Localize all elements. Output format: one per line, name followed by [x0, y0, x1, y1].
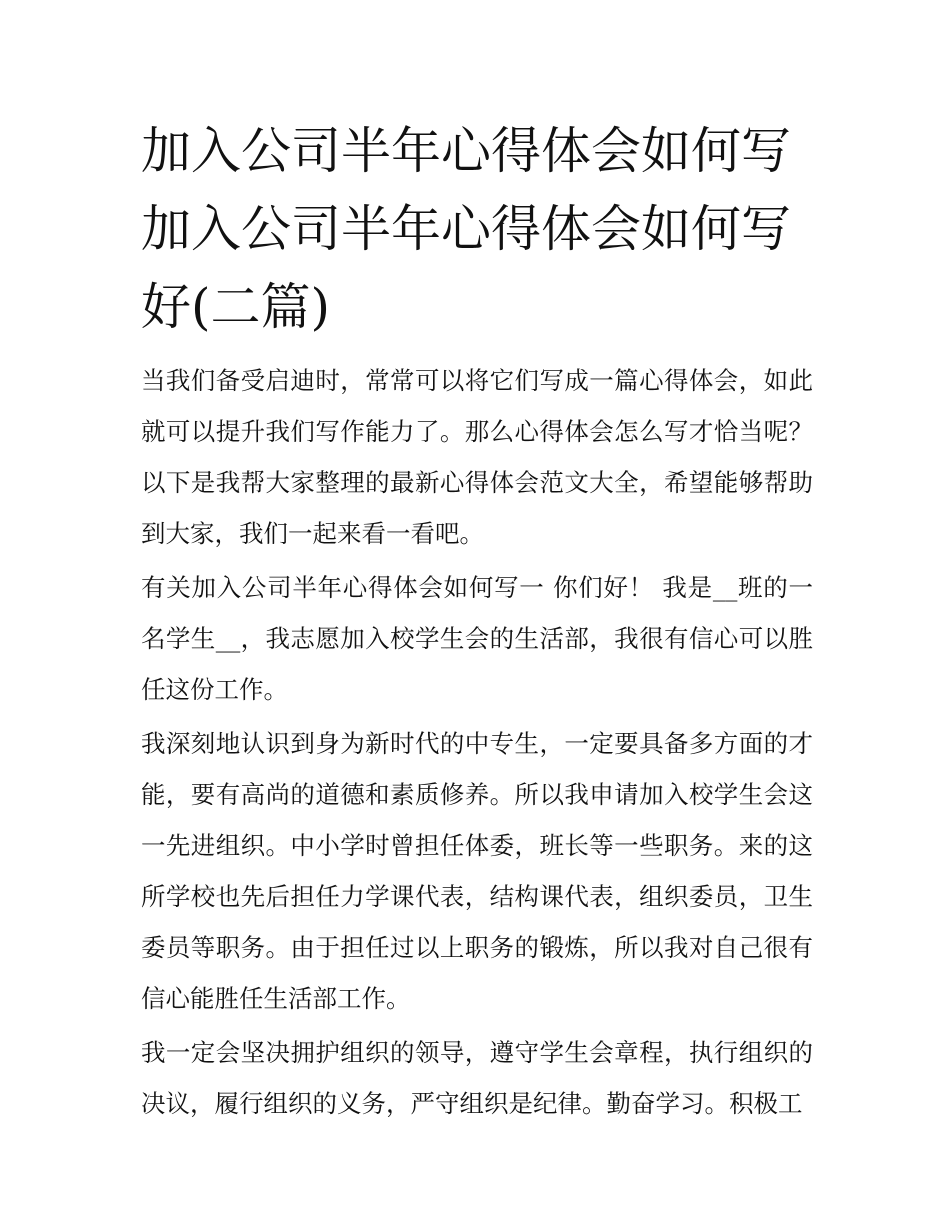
paragraph-commitment: 我一定会坚决拥护组织的领导，遵守学生会章程，执行组织的决议，履行组织的义务，严守组织是纪律。勤奋学习。积极工 [141, 1038, 813, 1118]
paragraph-self-introduction: 有关加入公司半年心得体会如何写一 你们好！ 我是__班的一名学生__，我志愿加入校学生会的生活部，我很有信心可以胜任这份工作。 [141, 573, 813, 704]
document-body [141, 112, 813, 1132]
document-title: 加入公司半年心得体会如何写 加入公司半年心得体会如何写好(二篇) [141, 122, 791, 336]
paragraph-qualifications: 我深刻地认识到身为新时代的中专生，一定要具备多方面的才能，要有高尚的道德和素质修养。所以我申请加入校学生会这一先进组织。中小学时曾担任体委，班长等一些职务。来的这所学校也先后担任力学课代表，结构课代表，组织委员，卫生委员等职务。由于担任过以上职务的锻炼，所以我对自己很有信心能胜任生活部工作。 [141, 729, 813, 1013]
paragraph-intro: 当我们备受启迪时，常常可以将它们写成一篇心得体会，如此就可以提升我们写作能力了。那么心得体会怎么写才恰当呢？以下是我帮大家整理的最新心得体会范文大全，希望能够帮助到大家，我们一起来看一看吧。 [141, 366, 813, 548]
